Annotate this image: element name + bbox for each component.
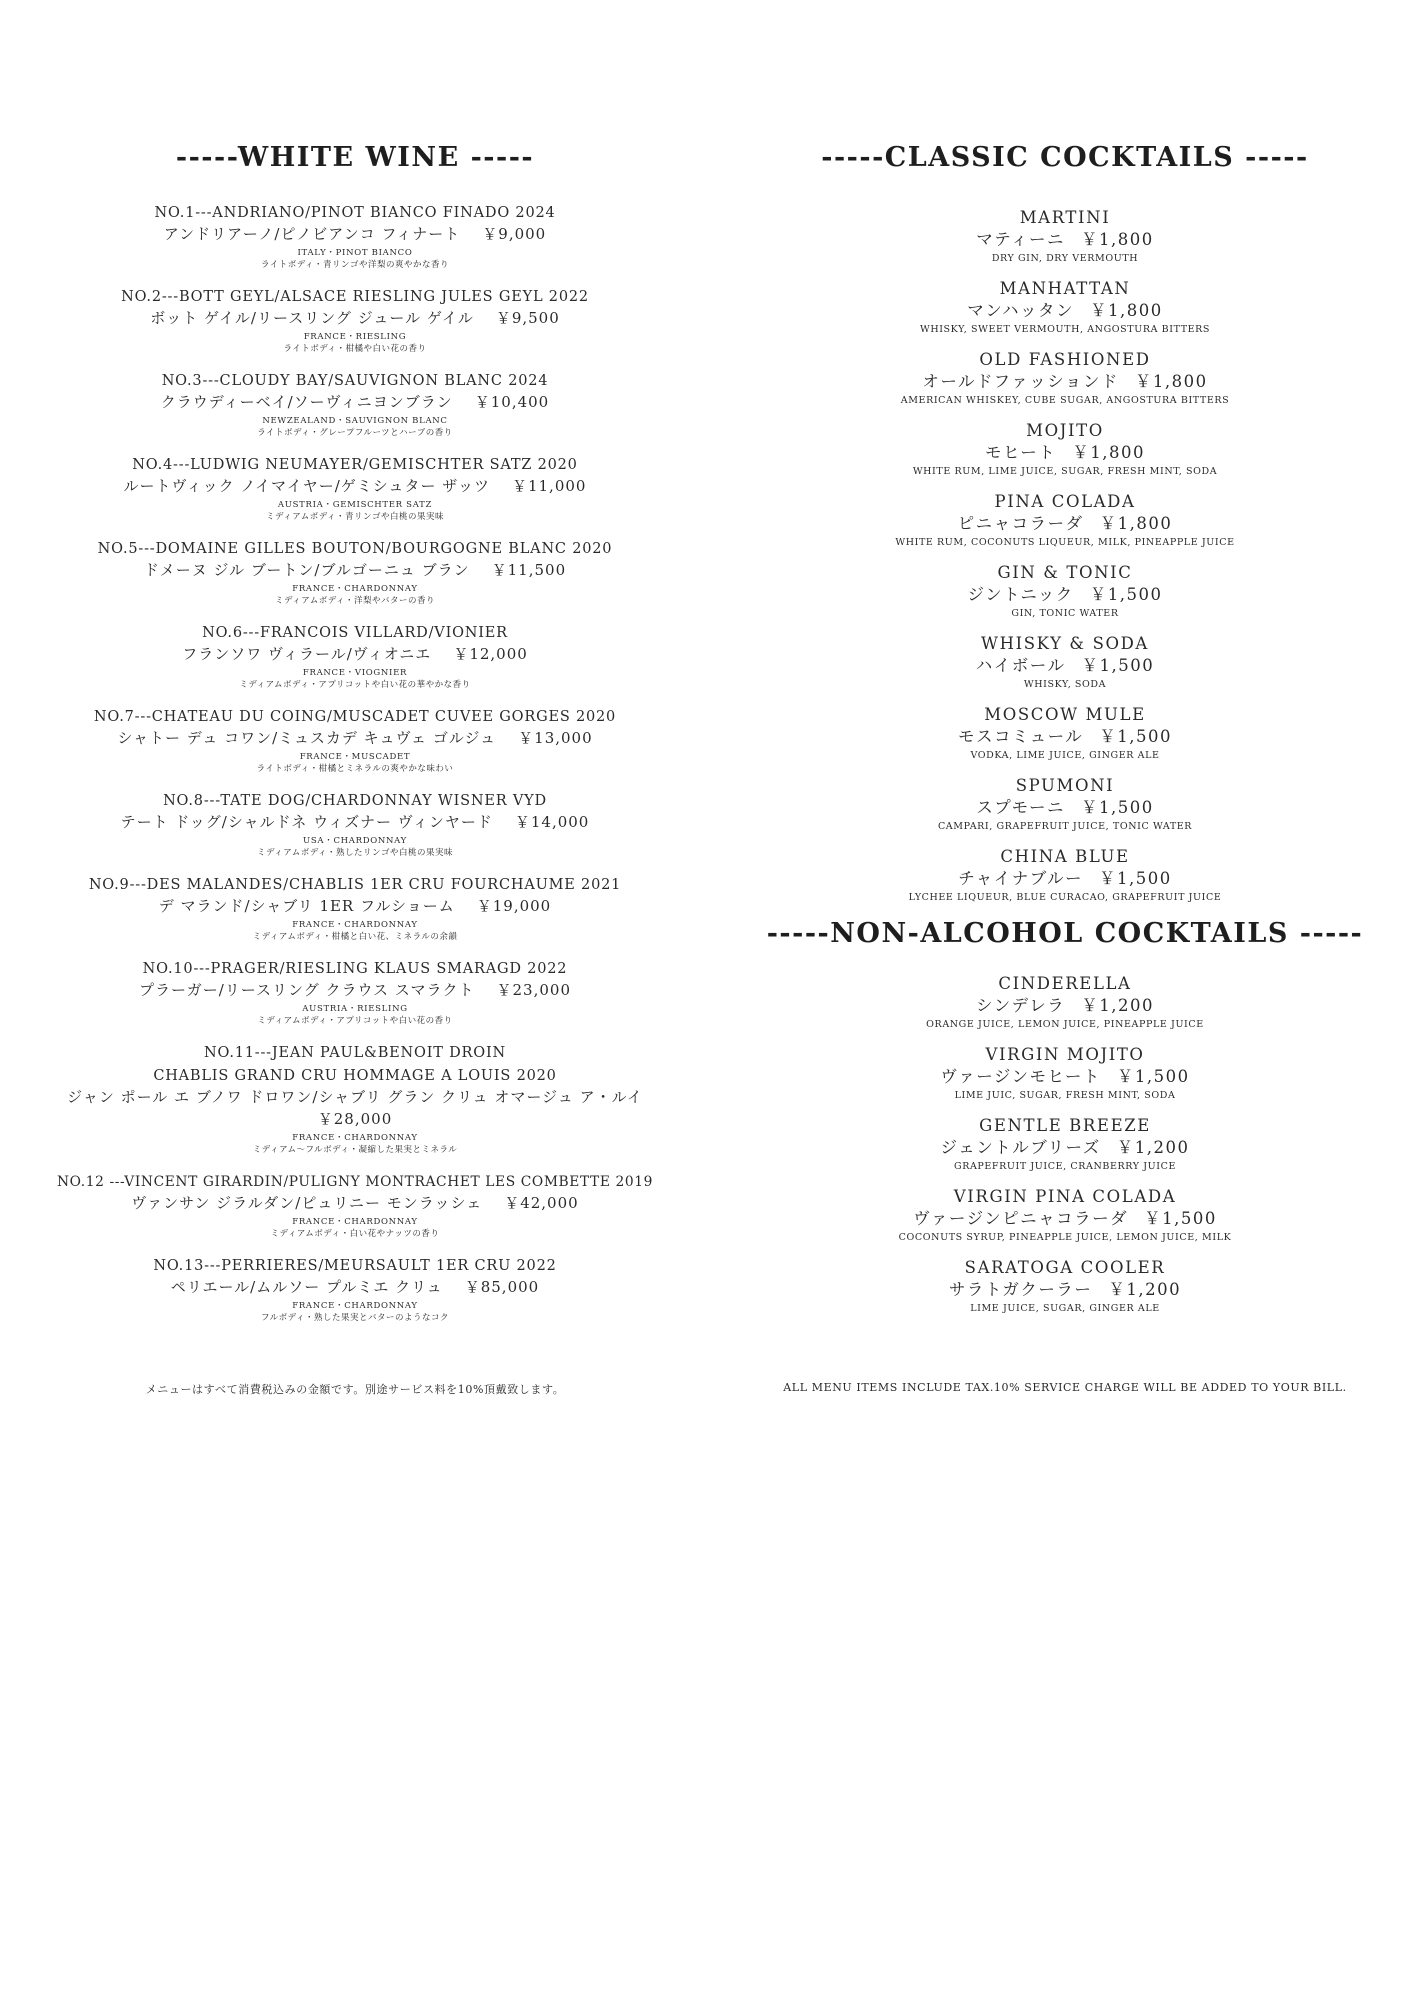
wine-name-jp: ペリエール/ムルソー プルミエ クリュ <box>170 1278 443 1296</box>
cocktail-price: ￥1,800 <box>1099 514 1173 533</box>
wine-name-jp: プラーガー/リースリング クラウス スマラクト <box>139 981 475 999</box>
wine-price: ￥14,000 <box>514 813 590 831</box>
cocktail-name: CHINA BLUE <box>1000 847 1130 866</box>
cocktail-name: PINA COLADA <box>994 492 1136 511</box>
wine-name-jp: ドメーヌ ジル ブートン/ブルゴーニュ ブラン <box>143 561 470 579</box>
wine-note: ミディアム～フルボディ・凝縮した果実とミネラル <box>252 1145 458 1155</box>
wine-note: ライトボディ・柑橘や白い花の香り <box>283 344 427 354</box>
mocktail-name-jp: ヴァージンモヒート <box>940 1067 1101 1086</box>
cocktail-name-jp: チャイナブルー <box>958 869 1084 888</box>
wine-price: ￥11,000 <box>511 477 587 495</box>
cocktail-ingredients: WHITE RUM, LIME JUICE, SUGAR, FRESH MINT, SODA <box>912 466 1218 477</box>
cocktail-name-jp: マティーニ <box>976 230 1065 249</box>
cocktail-item <box>750 775 1380 833</box>
cocktail-price: ￥1,500 <box>1081 656 1155 675</box>
wine-name-jp: シャトー デュ コワン/ミュスカデ キュヴェ ゴルジュ <box>117 729 497 747</box>
wine-note: ミディアムボディ・アプリコットや白い花の香り <box>257 1016 453 1026</box>
cocktail-name-jp: スプモーニ <box>976 798 1065 817</box>
cocktail-item <box>750 562 1380 620</box>
cocktail-price: ￥1,800 <box>1134 372 1208 391</box>
mocktail-price: ￥1,500 <box>1116 1067 1190 1086</box>
cocktail-price: ￥1,800 <box>1080 230 1154 249</box>
wine-price: ￥9,500 <box>495 309 560 327</box>
wine-name-en: NO.2---BOTT GEYL/ALSACE RIESLING JULES GEYL 2022 <box>121 289 589 305</box>
wine-note: ミディアムボディ・洋梨やバターの香り <box>274 596 436 606</box>
cocktail-item <box>750 704 1380 762</box>
cocktail-name-jp: マンハッタン <box>967 301 1075 320</box>
mocktail-name: VIRGIN MOJITO <box>985 1045 1145 1064</box>
mocktail-name: CINDERELLA <box>998 974 1132 993</box>
wine-name-en-line2: CHABLIS GRAND CRU HOMMAGE A LOUIS 2020 <box>153 1068 557 1084</box>
wine-item <box>40 1043 670 1156</box>
wine-name-en: NO.13---PERRIERES/MEURSAULT 1ER CRU 2022 <box>153 1258 557 1274</box>
mocktail-name-jp: サラトガクーラー <box>948 1280 1093 1299</box>
cocktail-ingredients: WHITE RUM, COCONUTS LIQUEUR, MILK, PINEAPPLE JUICE <box>895 537 1235 548</box>
mocktail-name: VIRGIN PINA COLADA <box>953 1187 1177 1206</box>
cocktail-name: MOSCOW MULE <box>984 705 1146 724</box>
cocktail-item <box>750 846 1380 904</box>
cocktail-name-jp: ピニャコラーダ <box>957 514 1084 533</box>
wine-note: ライトボディ・青リンゴや洋梨の爽やかな香り <box>260 260 450 270</box>
wine-item <box>40 707 670 775</box>
cocktail-item <box>750 633 1380 691</box>
cocktail-price: ￥1,800 <box>1090 301 1163 320</box>
classic-cocktails-title: -----CLASSIC COCKTAILS ----- <box>821 142 1309 173</box>
cocktail-name-jp: ハイボール <box>975 656 1066 675</box>
wine-price: ￥13,000 <box>518 729 593 747</box>
cocktail-ingredients: LYCHEE LIQUEUR, BLUE CURACAO, GRAPEFRUIT JUICE <box>908 892 1222 903</box>
wine-item <box>40 959 670 1027</box>
wine-name-jp: クラウディーベイ/ソーヴィニヨンブラン <box>160 393 453 411</box>
wine-name-jp: テート ドッグ/シャルドネ ウィズナー ヴィンヤード <box>120 813 493 831</box>
cocktail-name: SPUMONI <box>1015 776 1115 795</box>
mocktail-price: ￥1,200 <box>1108 1280 1182 1299</box>
cocktail-price: ￥1,500 <box>1089 585 1163 604</box>
wine-name-en: NO.4---LUDWIG NEUMAYER/GEMISCHTER SATZ 2020 <box>132 457 578 473</box>
mocktail-ingredients: GRAPEFRUIT JUICE, CRANBERRY JUICE <box>954 1161 1176 1172</box>
wine-name-jp: ボット ゲイル/リースリング ジュール ゲイル <box>150 309 474 327</box>
wine-origin: FRANCE・MUSCADET <box>299 752 411 762</box>
wine-origin: NEWZEALAND・SAUVIGNON BLANC <box>262 416 448 426</box>
wine-name-en: NO.3---CLOUDY BAY/SAUVIGNON BLANC 2024 <box>161 373 549 389</box>
cocktail-price: ￥1,800 <box>1072 443 1146 462</box>
wine-note: ミディアムボディ・柑橘と白い花、ミネラルの余韻 <box>252 932 458 942</box>
wine-price: ￥12,000 <box>453 645 528 663</box>
cocktail-item <box>750 207 1380 265</box>
wine-name-en: NO.12 ---VINCENT GIRARDIN/PULIGNY MONTRACHET LES COMBETTE 2019 <box>57 1174 653 1190</box>
wine-price: ￥42,000 <box>504 1194 579 1212</box>
non-alcohol-cocktails-title: -----NON-ALCOHOL COCKTAILS ----- <box>766 918 1364 949</box>
mocktail-ingredients: ORANGE JUICE, LEMON JUICE, PINEAPPLE JUICE <box>926 1019 1204 1030</box>
cocktail-price: ￥1,500 <box>1099 727 1173 746</box>
wine-name-jp: ルートヴィック ノイマイヤー/ゲミシュター ザッツ <box>123 477 490 495</box>
white-wine-title: -----WHITE WINE ----- <box>175 142 535 173</box>
wine-name-en: NO.8---TATE DOG/CHARDONNAY WISNER VYD <box>163 793 547 809</box>
cocktail-ingredients: WHISKY, SODA <box>1023 679 1107 690</box>
wine-price: ￥28,000 <box>317 1110 393 1128</box>
mocktail-name: SARATOGA COOLER <box>964 1258 1166 1277</box>
wine-item <box>40 203 670 271</box>
wine-origin: AUSTRIA・RIESLING <box>302 1004 408 1014</box>
cocktail-ingredients: GIN, TONIC WATER <box>1011 608 1119 619</box>
wine-name-en: NO.10---PRAGER/RIESLING KLAUS SMARAGD 2022 <box>142 961 568 977</box>
wine-origin: FRANCE・CHARDONNAY <box>292 920 418 930</box>
cocktail-item <box>750 491 1380 549</box>
mocktail-price: ￥1,500 <box>1144 1209 1217 1228</box>
wine-origin: ITALY・PINOT BIANCO <box>297 248 413 258</box>
cocktail-ingredients: AMERICAN WHISKEY, CUBE SUGAR, ANGOSTURA BITTERS <box>900 395 1230 406</box>
cocktail-price: ￥1,500 <box>1099 869 1172 888</box>
mocktail-item <box>750 1186 1380 1244</box>
mocktail-item <box>750 973 1380 1031</box>
cocktail-item <box>750 349 1380 407</box>
cocktail-name: MANHATTAN <box>999 279 1131 298</box>
mocktail-price: ￥1,200 <box>1081 996 1154 1015</box>
wine-price: ￥11,500 <box>491 561 567 579</box>
cocktail-item <box>750 420 1380 478</box>
wine-item <box>40 791 670 859</box>
wine-price: ￥23,000 <box>496 981 571 999</box>
footer-note-en: ALL MENU ITEMS INCLUDE TAX.10% SERVICE CHARGE WILL BE ADDED TO YOUR BILL. <box>783 1381 1347 1394</box>
cocktail-price: ￥1,500 <box>1080 798 1154 817</box>
cocktail-name: GIN & TONIC <box>997 563 1133 582</box>
wine-origin: AUSTRIA・GEMISCHTER SATZ <box>277 500 433 510</box>
mocktail-ingredients: LIME JUICE, SUGAR, GINGER ALE <box>970 1303 1160 1314</box>
mocktail-price: ￥1,200 <box>1116 1138 1190 1157</box>
mocktail-item <box>750 1115 1380 1173</box>
mocktail-name: GENTLE BREEZE <box>979 1116 1151 1135</box>
wine-note: ライトボディ・柑橘とミネラルの爽やかな味わい <box>256 764 454 774</box>
wine-name-en: NO.11---JEAN PAUL&BENOIT DROIN <box>204 1045 506 1061</box>
wine-note: ミディアムボディ・白い花やナッツの香り <box>270 1229 440 1239</box>
wine-item <box>40 455 670 523</box>
cocktail-name: WHISKY & SODA <box>981 634 1149 653</box>
cocktails-column <box>750 0 1380 1328</box>
cocktail-name-jp: モヒート <box>984 443 1057 462</box>
wine-note: ミディアムボディ・アプリコットや白い花の華やかな香り <box>239 680 471 690</box>
cocktail-ingredients: DRY GIN, DRY VERMOUTH <box>991 253 1139 264</box>
mocktail-item <box>750 1257 1380 1315</box>
cocktail-ingredients: CAMPARI, GRAPEFRUIT JUICE, TONIC WATER <box>937 821 1193 832</box>
wine-origin: FRANCE・VIOGNIER <box>302 668 408 678</box>
wine-name-jp: アンドリアーノ/ピノビアンコ フィナート <box>163 225 461 243</box>
wine-price: ￥85,000 <box>464 1278 540 1296</box>
wine-item <box>40 875 670 943</box>
wine-origin: FRANCE・CHARDONNAY <box>292 1301 418 1311</box>
wine-origin: FRANCE・CHARDONNAY <box>292 584 418 594</box>
wine-name-en: NO.5---DOMAINE GILLES BOUTON/BOURGOGNE BLANC 2020 <box>97 541 613 557</box>
wine-price: ￥9,000 <box>482 225 547 243</box>
wine-note: フルボディ・熟した果実とバターのようなコク <box>261 1313 449 1323</box>
wine-name-en: NO.1---ANDRIANO/PINOT BIANCO FINADO 2024 <box>154 205 556 221</box>
cocktail-name: OLD FASHIONED <box>979 350 1151 369</box>
wine-origin: FRANCE・CHARDONNAY <box>292 1217 418 1227</box>
wine-item <box>40 1172 670 1240</box>
wine-item <box>40 371 670 439</box>
mocktail-item <box>750 1044 1380 1102</box>
cocktail-name: MOJITO <box>1026 421 1104 440</box>
wine-note: ミディアムボディ・熟したリンゴや白桃の果実味 <box>256 848 454 858</box>
white-wine-column <box>40 0 670 1340</box>
wine-note: ミディアムボディ・青リンゴや白桃の果実味 <box>265 512 445 522</box>
wine-item <box>40 623 670 691</box>
mocktail-name-jp: ジェントルブリーズ <box>940 1138 1101 1157</box>
wine-note: ライトボディ・グレープフルーツとハーブの香り <box>257 428 453 438</box>
wine-name-jp: ヴァンサン ジラルダン/ピュリニー モンラッシェ <box>131 1194 483 1212</box>
wine-origin: FRANCE・RIESLING <box>303 332 407 342</box>
wine-name-en: NO.9---DES MALANDES/CHABLIS 1ER CRU FOURCHAUME 2021 <box>88 877 622 893</box>
wine-name-jp: デ マランド/シャブリ 1ER フルショーム <box>158 897 455 915</box>
wine-origin: USA・CHARDONNAY <box>303 836 407 846</box>
wine-price: ￥10,400 <box>474 393 550 411</box>
cocktail-ingredients: VODKA, LIME JUICE, GINGER ALE <box>970 750 1160 761</box>
wine-item <box>40 1256 670 1324</box>
cocktail-ingredients: WHISKY, SWEET VERMOUTH, ANGOSTURA BITTERS <box>919 324 1211 335</box>
cocktail-name-jp: ジントニック <box>967 585 1074 604</box>
wine-item <box>40 287 670 355</box>
footer-note-jp: メニューはすべて消費税込みの金額です。別途サービス料を10%頂戴致します。 <box>145 1383 565 1396</box>
mocktail-ingredients: COCONUTS SYRUP, PINEAPPLE JUICE, LEMON JUICE, MILK <box>898 1232 1232 1243</box>
wine-origin: FRANCE・CHARDONNAY <box>292 1133 418 1143</box>
wine-name-jp: フランソワ ヴィラール/ヴィオニエ <box>182 645 432 663</box>
wine-name-en: NO.6---FRANCOIS VILLARD/VIONIER <box>202 625 508 641</box>
wine-name-jp: ジャン ポール エ ブノワ ドロワン/シャブリ グラン クリュ オマージュ ア・ルイ <box>67 1088 643 1106</box>
mocktail-ingredients: LIME JUIC, SUGAR, FRESH MINT, SODA <box>954 1090 1176 1101</box>
cocktail-item <box>750 278 1380 336</box>
wine-price: ￥19,000 <box>476 897 552 915</box>
cocktail-name-jp: オールドファッションド <box>922 372 1119 391</box>
cocktail-name-jp: モスコミュール <box>957 727 1084 746</box>
wine-name-en: NO.7---CHATEAU DU COING/MUSCADET CUVEE GORGES 2020 <box>93 709 617 725</box>
mocktail-name-jp: シンデレラ <box>975 996 1066 1015</box>
mocktail-name-jp: ヴァージンピニャコラーダ <box>913 1209 1129 1228</box>
cocktail-name: MARTINI <box>1019 208 1111 227</box>
wine-item <box>40 539 670 607</box>
